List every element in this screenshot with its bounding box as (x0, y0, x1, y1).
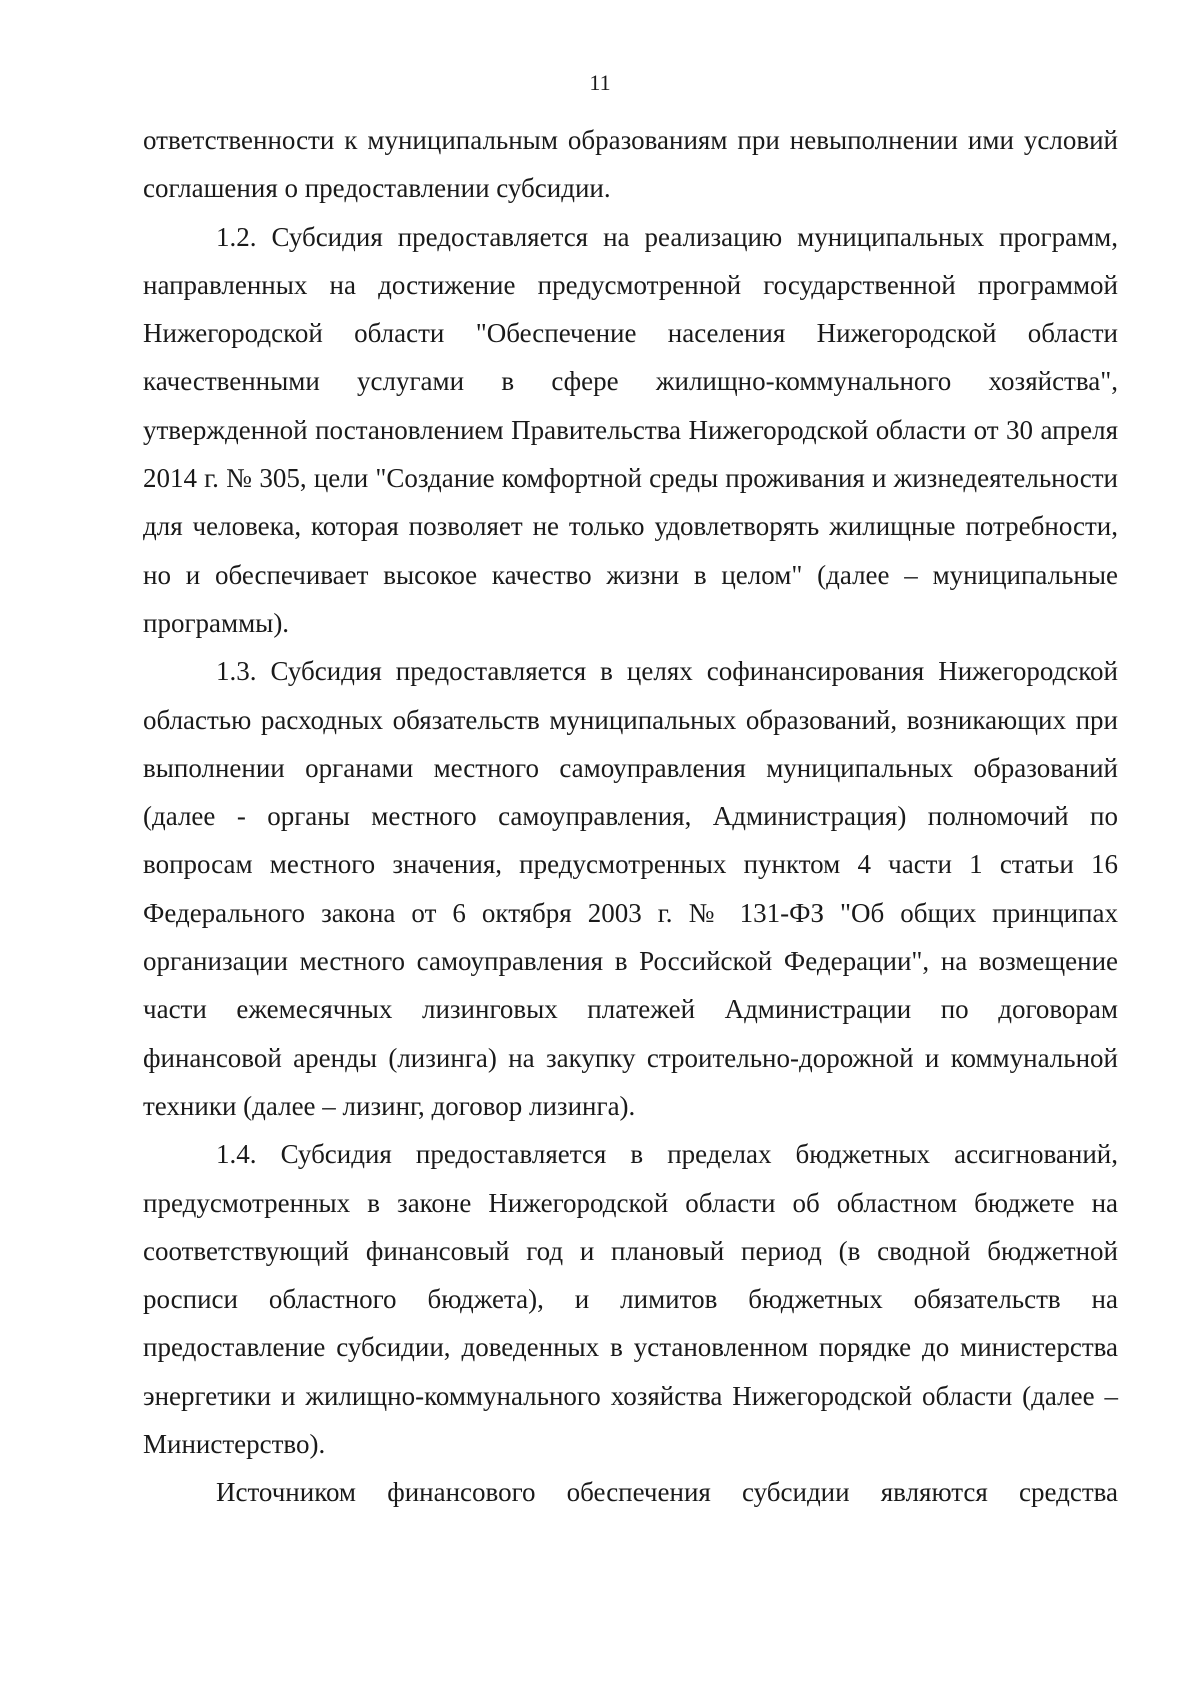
paragraph-1-3: 1.3. Субсидия предоставляется в целях софинансирования Нижегородской областью расходных обязательств муниципальных образований, возникающих при выполнении органами местного самоуправления муниципальных образований (далее - органы местного самоуправления, Администрация) полномочий по вопросам местного значения, предусмотренных пунктом 4 части 1 статьи 16 Федерального закона от 6 октября 2003 г. № 131-ФЗ "Об общих принципах организации местного самоуправления в Российской Федерации", на возмещение части ежемесячных лизинговых платежей Администрации по договорам финансовой аренды (лизинга) на закупку строительно-дорожной и коммунальной техники (далее – лизинг, договор лизинга). (143, 656, 1118, 1121)
paragraph-1-4: 1.4. Субсидия предоставляется в пределах бюджетных ассигнований, предусмотренных в законе Нижегородской области об областном бюджете на соответствующий финансовый год и плановый период (в сводной бюджетной росписи областного бюджета), и лимитов бюджетных обязательств на предоставление субсидии, доведенных в установленном порядке до министерства энергетики и жилищно-коммунального хозяйства Нижегородской области (далее – Министерство). (143, 1139, 1118, 1460)
paragraph-1-2: 1.2. Субсидия предоставляется на реализацию муниципальных программ, направленных на достижение предусмотренной государственной программой Нижегородской области "Обеспечение населения Нижегородской области качественными услугами в сфере жилищно-коммунального хозяйства", утвержденной постановлением Правительства Нижегородской области от 30 апреля 2014 г. № 305, цели "Создание комфортной среды проживания и жизнедеятельности для человека, которая позволяет не только удовлетворять жилищные потребности, но и обеспечивает высокое качество жизни в целом" (далее – муниципальные программы). (143, 221, 1118, 638)
page-number: 11 (589, 70, 611, 95)
document-body (143, 116, 1118, 1517)
paragraph-funding-source: Источником финансового обеспечения субсидии являются средства (216, 1477, 1118, 1508)
paragraph-continuation: ответственности к муниципальным образованиям при невыполнении ими условий соглашения о предоставлении субсидии. (143, 125, 1118, 204)
